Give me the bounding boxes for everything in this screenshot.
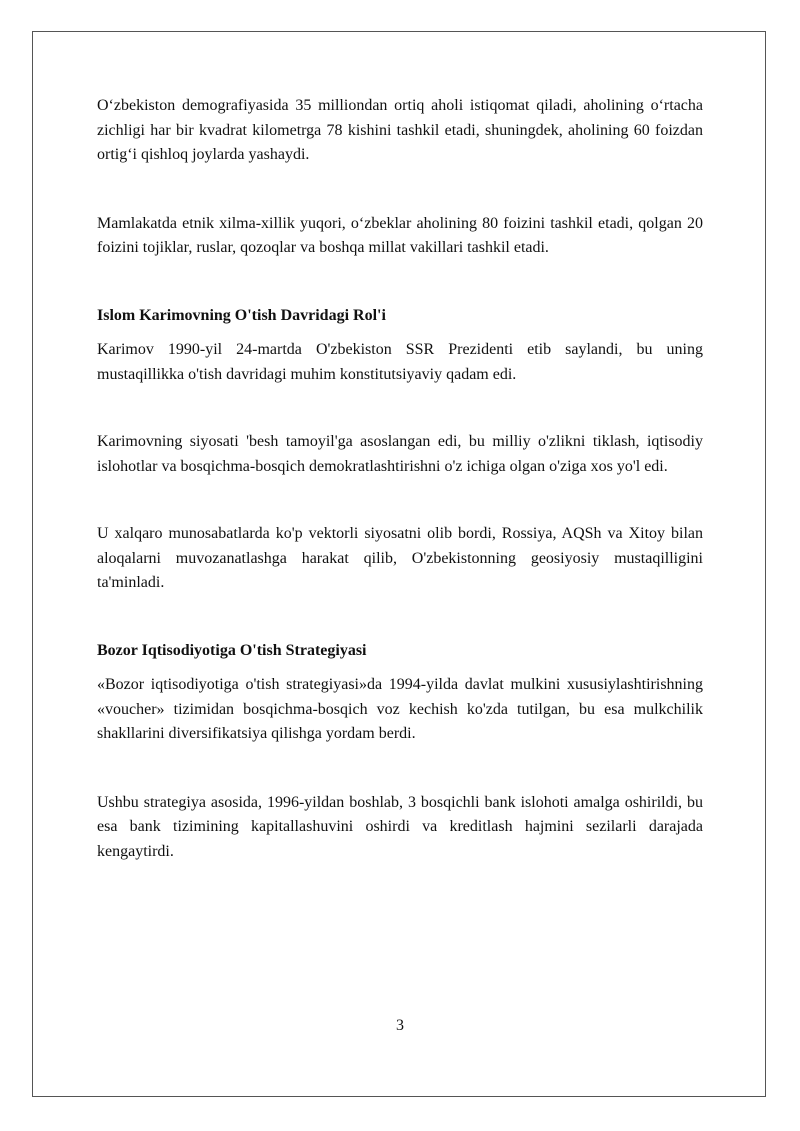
heading-spacer	[97, 663, 703, 673]
paragraph-bank-reform: Ushbu strategiya asosida, 1996-yildan boshlab, 3 bosqichli bank islohoti amalga oshirildi, bu esa bank tizimining kapitallashuvini oshirdi va kreditlash hajmini sezilarli darajada kengaytirdi.	[97, 793, 703, 860]
paragraph-ethnicity: Mamlakatda etnik xilma-xillik yuqori, o‘zbeklar aholining 80 foizini tashkil etadi, qolgan 20 foizini tojiklar, ruslar, qozoqlar va boshqa millat vakillari tashkil etadi.	[97, 214, 703, 256]
paragraph-spacer	[97, 168, 703, 212]
document-body	[97, 94, 703, 864]
paragraph-spacer	[97, 261, 703, 304]
paragraph-spacer	[97, 387, 703, 430]
paragraph-foreign-policy: U xalqaro munosabatlarda ko'p vektorli siyosatni olib bordi, Rossiya, AQSh va Xitoy bilan aloqalarni muvozanatlashga harakat qilib, O'zbekistonning geosiyosiy mustaqilligini ta'minladi.	[97, 525, 703, 591]
paragraph-demography: O‘zbekiston demografiyasida 35 milliondan ortiq aholi istiqomat qiladi, aholining o‘rtacha zichligi har bir kvadrat kilometrga 78 kishini tashkil etadi, shuningdek, aholining 60 foizdan ortig‘i qishloq joylarda yashaydi.	[97, 97, 703, 163]
paragraph-karimov-election: Karimov 1990-yil 24-martda O'zbekiston SSR Prezidenti etib saylandi, bu uning mustaqillikka o'tish davridagi muhim konstitutsiyaviy qadam edi.	[97, 341, 703, 383]
paragraph-spacer	[97, 747, 703, 791]
paragraph-privatization: «Bozor iqtisodiyotiga o'tish strategiyasi»da 1994-yilda davlat mulkini xususiylashtirishning «voucher» tizimidan bosqichma-bosqich voz kechish ko'zda tutilgan, bu esa mulkchilik shakllarini diversifikatsiya qilishga yordam berdi.	[97, 676, 703, 742]
section-heading-karimov: Islom Karimovning O'tish Davridagi Rol'i	[97, 306, 386, 324]
section-heading-market-economy: Bozor Iqtisodiyotiga O'tish Strategiyasi	[97, 641, 367, 659]
paragraph-spacer	[97, 596, 703, 639]
page-number: 3	[396, 1017, 404, 1034]
paragraph-spacer	[97, 479, 703, 522]
heading-spacer	[97, 328, 703, 338]
paragraph-five-principles: Karimovning siyosati 'besh tamoyil'ga asoslangan edi, bu milliy o'zlikni tiklash, iqtisodiy islohotlar va bosqichma-bosqich demokratlashtirishni o'z ichiga olgan o'ziga xos yo'l edi.	[97, 433, 703, 475]
